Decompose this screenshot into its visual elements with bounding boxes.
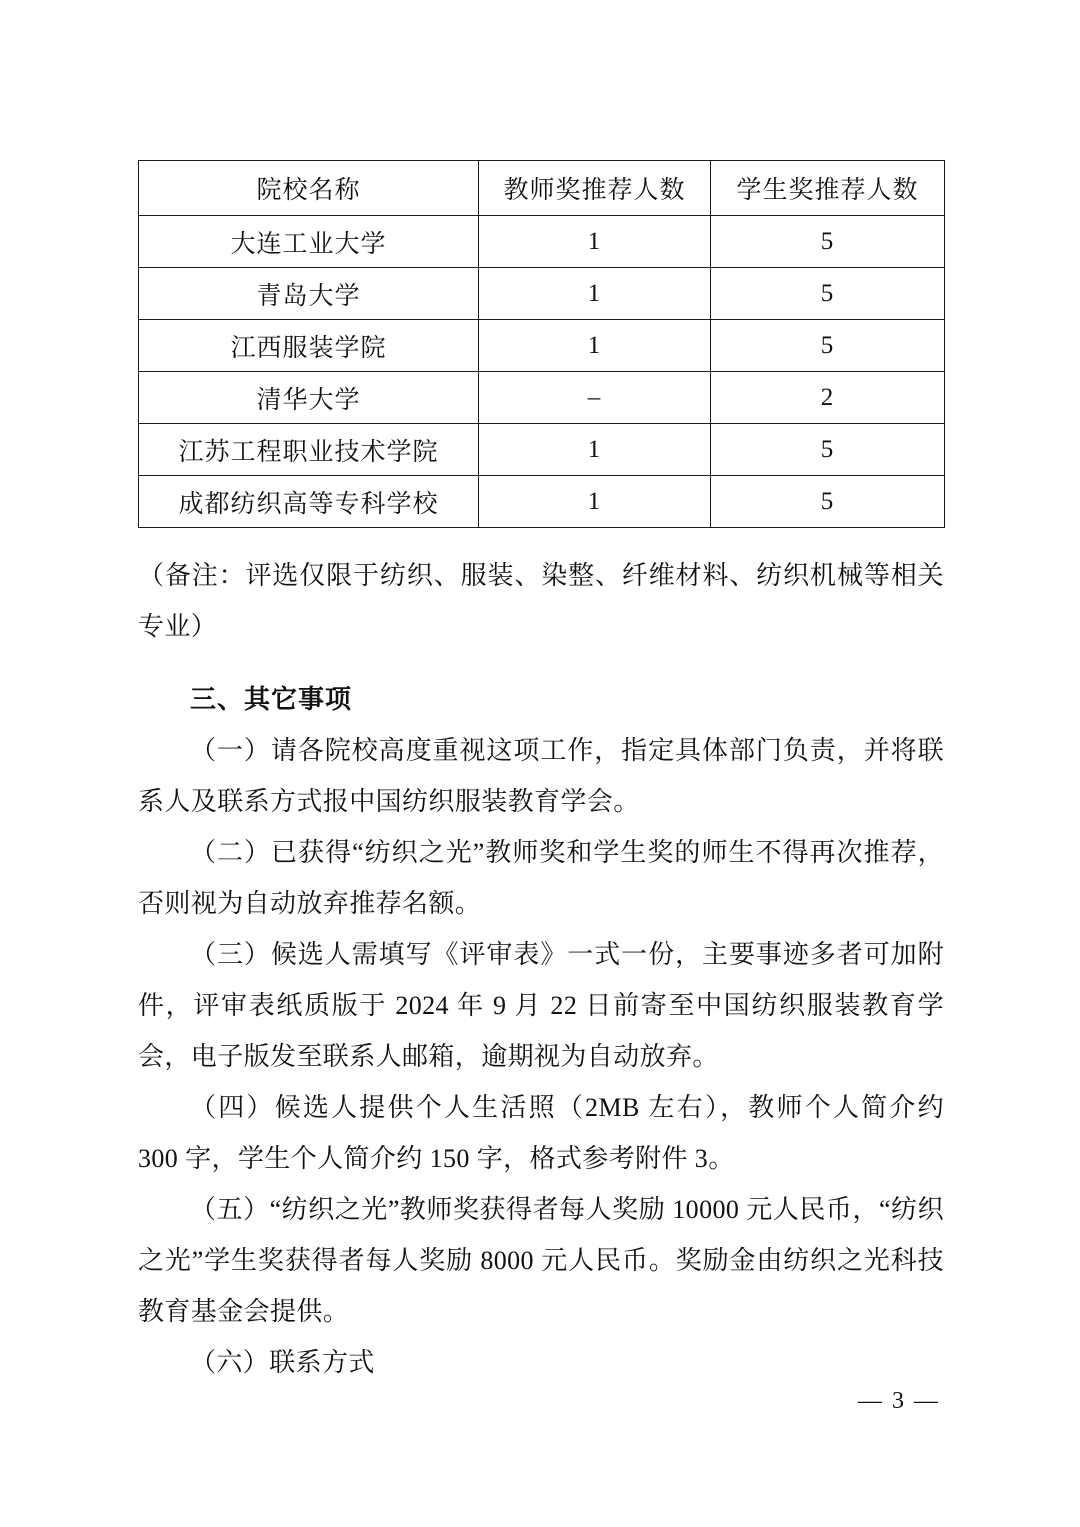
table-cell-teacher: 1 <box>479 320 711 372</box>
table-cell-student: 5 <box>711 424 945 476</box>
table-row <box>139 268 945 320</box>
table-cell-student: 5 <box>711 476 945 528</box>
paragraph-item-5: （五）“纺织之光”教师奖获得者每人奖励 10000 元人民币，“纺织之光”学生奖获得者每人奖励 8000 元人民币。奖励金由纺织之光科技教育基金会提供。 <box>138 1195 944 1326</box>
table-note: （备注：评选仅限于纺织、服装、染整、纤维材料、纺织机械等相关专业） <box>138 561 944 641</box>
table-cell-student: 5 <box>711 216 945 268</box>
document-content <box>138 160 944 1388</box>
table-cell-student: 5 <box>711 268 945 320</box>
table-row <box>139 372 945 424</box>
table-cell-school: 成都纺织高等专科学校 <box>139 476 479 528</box>
table-cell-school: 大连工业大学 <box>139 216 479 268</box>
table-header-school: 院校名称 <box>139 161 479 216</box>
table-cell-student: 2 <box>711 372 945 424</box>
table-cell-school: 江西服装学院 <box>139 320 479 372</box>
page-number: — 3 — <box>858 1388 940 1414</box>
paragraph-item-3: （三）候选人需填写《评审表》一式一份，主要事迹多者可加附件，评审表纸质版于 2024 年 9 月 22 日前寄至中国纺织服装教育学会，电子版发至联系人邮箱，逾期视为自动放弃。 <box>138 940 944 1071</box>
paragraph-item-6: （六）联系方式 <box>190 1348 375 1377</box>
table-row <box>139 320 945 372</box>
table-header-row <box>139 161 945 216</box>
table-cell-teacher: 1 <box>479 424 711 476</box>
table-cell-teacher: – <box>479 372 711 424</box>
recommendation-quota-table <box>138 160 945 528</box>
table-row <box>139 424 945 476</box>
table-cell-school: 清华大学 <box>139 372 479 424</box>
table-cell-school: 江苏工程职业技术学院 <box>139 424 479 476</box>
paragraph-item-1: （一）请各院校高度重视这项工作，指定具体部门负责，并将联系人及联系方式报中国纺织服装教育学会。 <box>138 736 944 816</box>
table-cell-teacher: 1 <box>479 476 711 528</box>
paragraph-item-4: （四）候选人提供个人生活照（2MB 左右），教师个人简介约 300 字，学生个人简介约 150 字，格式参考附件 3。 <box>138 1093 944 1173</box>
paragraph-item-2: （二）已获得“纺织之光”教师奖和学生奖的师生不得再次推荐，否则视为自动放弃推荐名额。 <box>138 838 944 918</box>
table-row <box>139 216 945 268</box>
table-row <box>139 476 945 528</box>
table-cell-teacher: 1 <box>479 216 711 268</box>
table-cell-student: 5 <box>711 320 945 372</box>
table-header-teacher-quota: 教师奖推荐人数 <box>479 161 711 216</box>
table-header-student-quota: 学生奖推荐人数 <box>711 161 945 216</box>
table-cell-school: 青岛大学 <box>139 268 479 320</box>
table-cell-teacher: 1 <box>479 268 711 320</box>
section-heading-other-matters: 三、其它事项 <box>190 684 353 714</box>
